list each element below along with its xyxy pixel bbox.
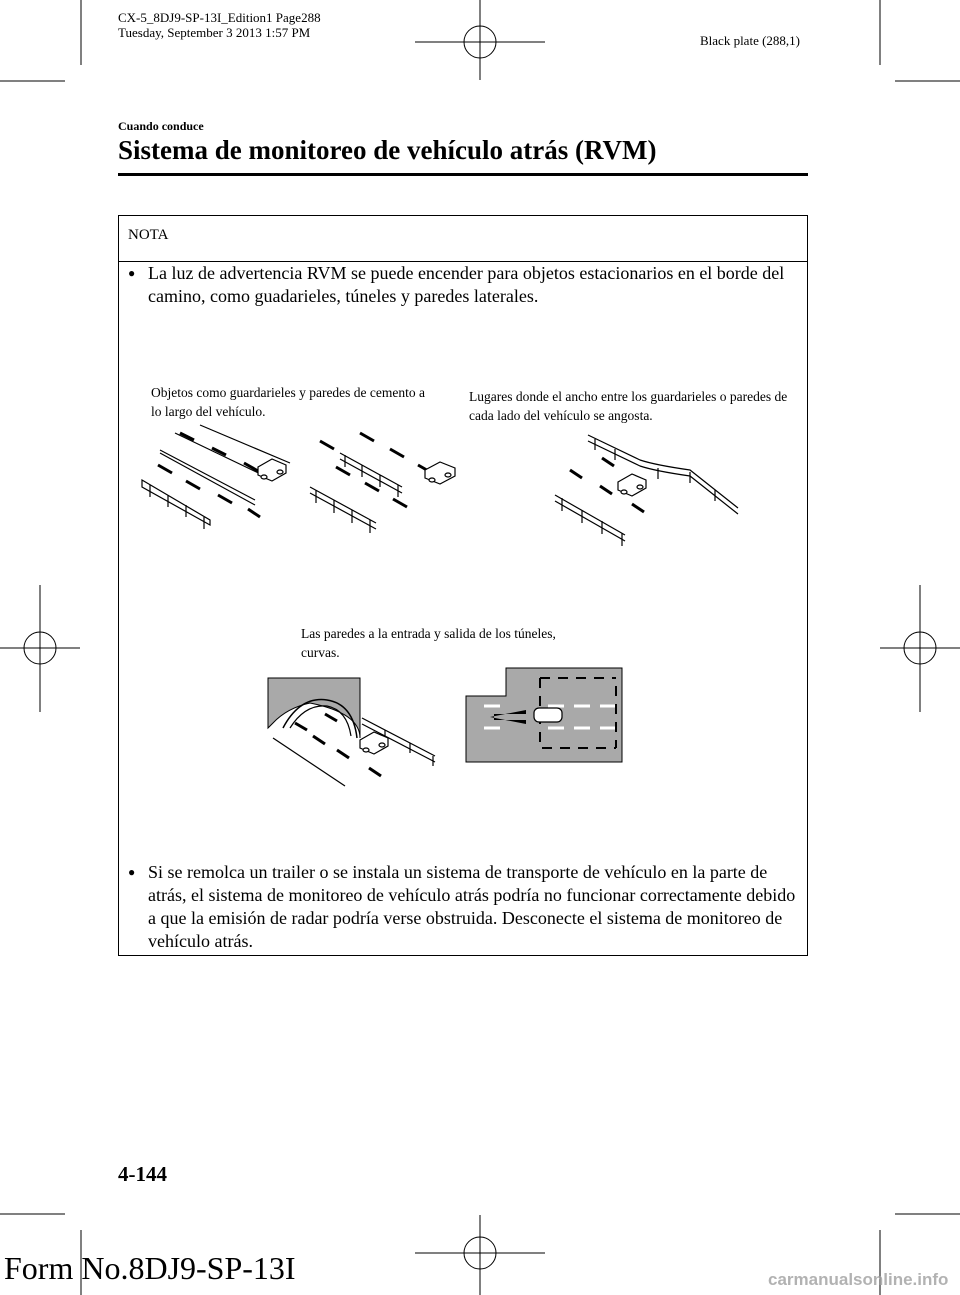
caption-left: Objetos como guardarieles y paredes de cemento a lo largo del vehículo. bbox=[151, 385, 426, 419]
caption-bottom: Las paredes a la entrada y salida de los túneles, curvas. bbox=[301, 626, 556, 660]
bullet-icon: ● bbox=[128, 266, 136, 280]
plate-label: Black plate (288,1) bbox=[700, 33, 800, 48]
note-box bbox=[118, 215, 808, 956]
bullet-icon: ● bbox=[128, 865, 136, 879]
note-bullet-1-text: La luz de advertencia RVM se puede encender para objetos estacionarios en el borde del camino, como guadarieles, túneles y paredes laterales. bbox=[148, 263, 785, 306]
page-title: Sistema de monitoreo de vehículo atrás (RVM) bbox=[118, 135, 657, 165]
guardrail-wall-illustration bbox=[140, 425, 480, 555]
note-bullet-2 bbox=[128, 861, 804, 953]
note-bullet-2-text: Si se remolca un trailer o se instala un sistema de transporte de vehículo en la parte de atrás, el sistema de monitoreo de vehículo atrás podría no funcionar correctamente debido a que la emisión de radar podría verse obstruida. Desconecte el sistema de monitoreo de vehículo atrás. bbox=[148, 862, 796, 951]
overhead-road-illustration bbox=[466, 668, 622, 762]
caption-right: Lugares donde el ancho entre los guardarieles o paredes de cada lado del vehículo se angosta. bbox=[469, 389, 788, 423]
form-number: Form No.8DJ9-SP-13I bbox=[4, 1250, 296, 1286]
narrowing-guardrail-illustration bbox=[540, 430, 750, 555]
tunnel-illustration bbox=[265, 678, 445, 788]
watermark: carmanualsonline.info bbox=[768, 1270, 949, 1289]
note-label: NOTA bbox=[128, 227, 169, 243]
page-number: 4-144 bbox=[118, 1162, 167, 1186]
title-rule bbox=[118, 173, 808, 176]
slug-line-2: Tuesday, September 3 2013 1:57 PM bbox=[118, 25, 311, 40]
section-label: Cuando conduce bbox=[118, 119, 204, 133]
note-bullet-1 bbox=[128, 262, 798, 308]
slug-line-1: CX-5_8DJ9-SP-13I_Edition1 Page288 bbox=[118, 10, 321, 25]
